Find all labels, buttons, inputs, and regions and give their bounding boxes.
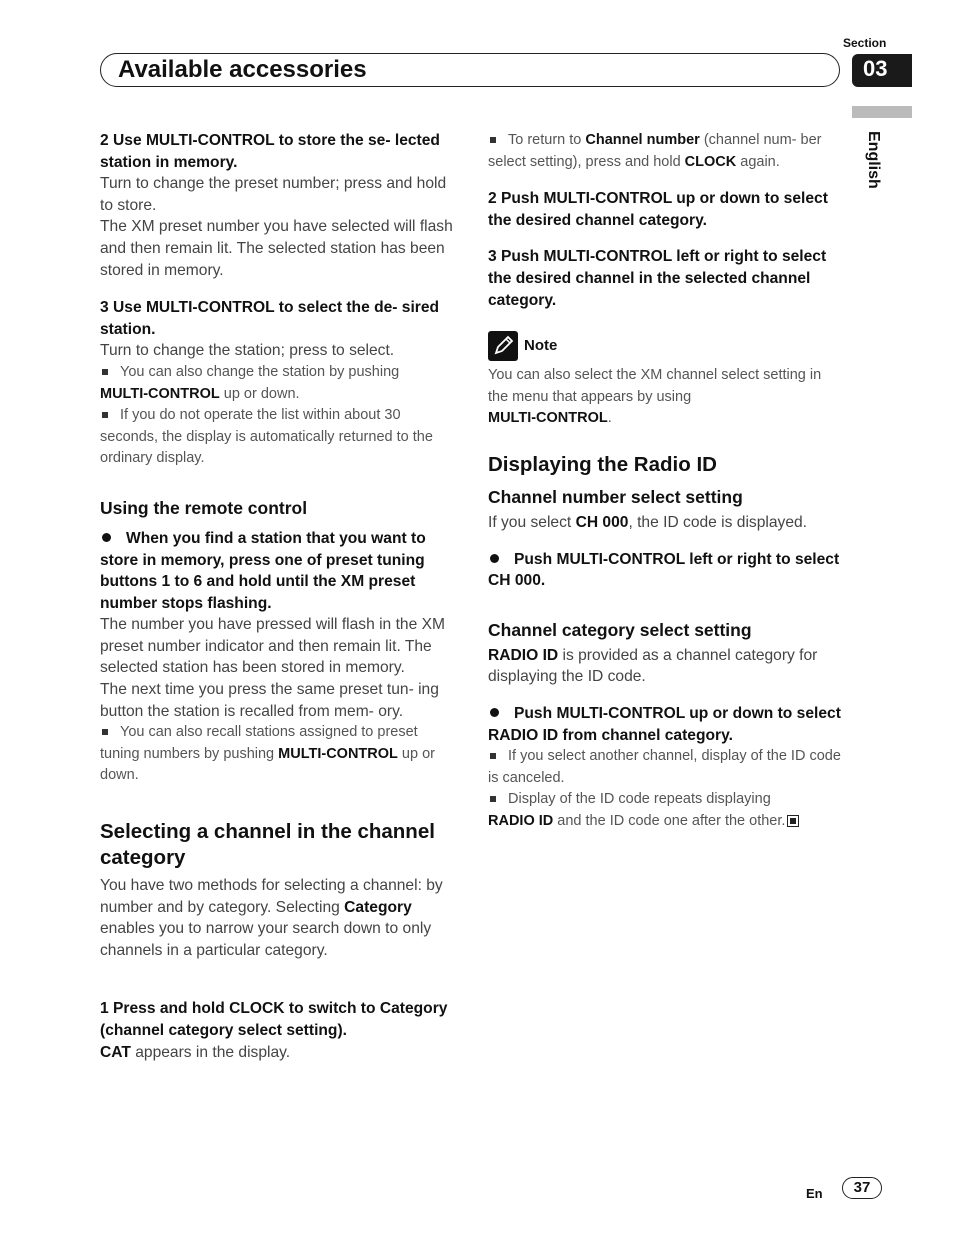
- footer-language-code: En: [806, 1186, 823, 1201]
- section-number-badge: 03: [852, 54, 912, 87]
- right-step2-title: 2 Push MULTI-CONTROL up or down to select the desired channel category.: [488, 190, 828, 229]
- note-header: Note: [488, 331, 844, 361]
- bullet-square-icon: [102, 412, 108, 418]
- left-bullet-1: You can also change the station by pushing MULTI-CONTROL up or down.: [100, 363, 400, 402]
- remote-step: When you find a station that you want to store in memory, press one of preset tuning buttons 1 to 6 and hold until the XM preset number stops flashing.: [100, 529, 426, 612]
- remote-body2: The next time you press the same preset tun- ing button the station is recalled from mem- ory.: [100, 681, 439, 720]
- left-step1-title: 1 Press and hold CLOCK to switch to Category (channel category select setting).: [100, 1000, 448, 1039]
- end-mark-icon: [787, 815, 799, 827]
- bullet-square-icon: [490, 796, 496, 802]
- bullet-dot-icon: [490, 554, 499, 563]
- channel-number-step: Push MULTI-CONTROL left or right to select CH 000.: [488, 550, 840, 590]
- language-tab: English: [865, 131, 882, 189]
- select-channel-heading: Selecting a channel in the channel category: [100, 820, 435, 870]
- right-bullet-2: If you select another channel, display of the ID code is canceled.: [488, 748, 841, 786]
- bullet-dot-icon: [490, 708, 499, 717]
- left-column: [100, 130, 456, 1063]
- note-body: You can also select the XM channel select setting in the menu that appears by using MULTI-CONTROL.: [488, 367, 822, 427]
- page-number: 37: [842, 1177, 882, 1199]
- right-bullet-3: Display of the ID code repeats displaying RADIO ID and the ID code one after the other.: [488, 789, 844, 832]
- left-step2-title: 2 Use MULTI-CONTROL to store the se- lected station in memory.: [100, 132, 440, 171]
- select-channel-body: You have two methods for selecting a channel: by number and by category. Selecting Category enables you to narrow your search down to only channels in a particular category.: [100, 877, 443, 959]
- left-step2-body1: Turn to change the preset number; press and hold to store.: [100, 175, 447, 214]
- left-step1-body: CAT appears in the display.: [100, 1043, 291, 1061]
- remote-body1: The number you have pressed will flash in the XM preset number indicator and then remain lit. The selected station has been stored in memory.: [100, 616, 445, 677]
- right-step3-title: 3 Push MULTI-CONTROL left or right to select the desired channel in the selected channel category.: [488, 248, 827, 309]
- language-tab-bar: [852, 106, 912, 118]
- left-step3-body: Turn to change the station; press to select.: [100, 342, 395, 360]
- remote-heading: Using the remote control: [100, 497, 308, 518]
- channel-number-heading: Channel number select setting: [488, 486, 743, 507]
- bullet-square-icon: [490, 137, 496, 143]
- left-bullet-3: You can also recall stations assigned to preset tuning numbers by pushing MULTI-CONTROL up or down.: [100, 724, 435, 784]
- section-label: Section: [843, 36, 887, 50]
- channel-number-body: If you select CH 000, the ID code is displayed.: [488, 513, 807, 531]
- channel-category-step: Push MULTI-CONTROL up or down to select RADIO ID from channel category.: [488, 704, 841, 744]
- right-column: [488, 130, 844, 832]
- left-bullet-2: If you do not operate the list within about 30 seconds, the display is automatically returned to the ordinary display.: [100, 407, 433, 467]
- right-bullet-1: To return to Channel number (channel num- ber select setting), press and hold CLOCK again.: [488, 132, 822, 170]
- channel-category-body: RADIO ID is provided as a channel category for displaying the ID code.: [488, 646, 818, 686]
- bullet-square-icon: [102, 729, 108, 735]
- left-step2-body2: The XM preset number you have selected will flash and then remain lit. The selected station has been stored in memory.: [100, 218, 453, 279]
- left-step3-title: 3 Use MULTI-CONTROL to select the de- sired station.: [100, 299, 440, 338]
- page-title: Available accessories: [118, 56, 367, 83]
- bullet-square-icon: [490, 753, 496, 759]
- note-pencil-icon: [488, 331, 518, 361]
- bullet-dot-icon: [102, 533, 111, 542]
- bullet-square-icon: [102, 369, 108, 375]
- channel-category-heading: Channel category select setting: [488, 619, 752, 640]
- radio-id-heading: Displaying the Radio ID: [488, 452, 717, 476]
